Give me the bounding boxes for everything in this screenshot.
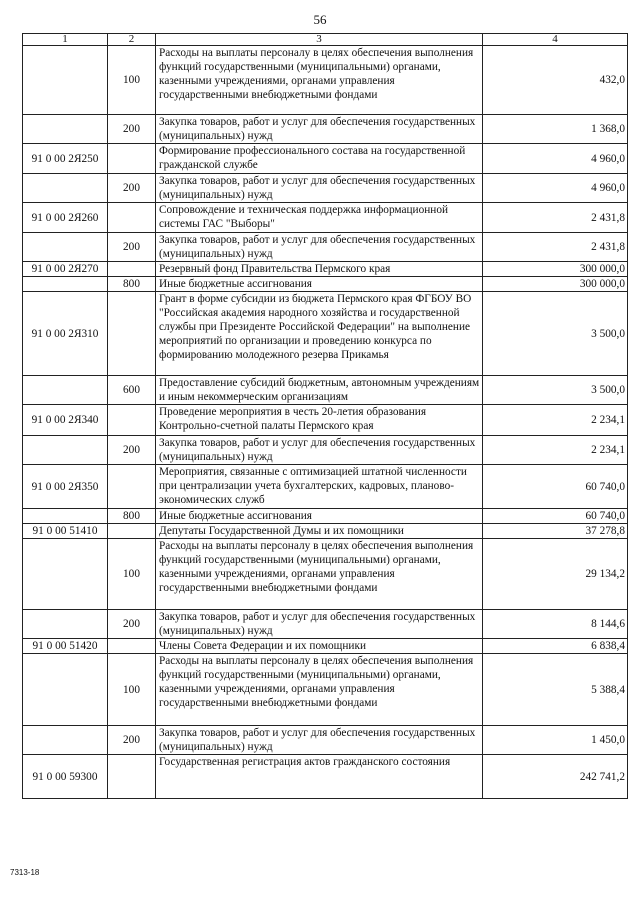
row-expense-type (108, 524, 156, 539)
row-name: Члены Совета Федерации и их помощники (156, 639, 483, 654)
table-row (23, 726, 628, 755)
row-expense-type: 200 (108, 610, 156, 639)
table-row (23, 436, 628, 465)
row-amount: 3 500,0 (483, 292, 628, 376)
row-expense-type (108, 639, 156, 654)
row-amount: 2 431,8 (483, 203, 628, 233)
table-row (23, 509, 628, 524)
table-row (23, 262, 628, 277)
table-row (23, 376, 628, 405)
row-amount: 6 838,4 (483, 639, 628, 654)
row-expense-type (108, 405, 156, 436)
table-row (23, 203, 628, 233)
row-expense-type (108, 262, 156, 277)
row-name: Закупка товаров, работ и услуг для обеспечения государственных (муниципальных) нужд (156, 115, 483, 144)
row-name: Проведение мероприятия в честь 20-летия образования Контрольно-счетной палаты Пермского края (156, 405, 483, 436)
row-name: Резервный фонд Правительства Пермского края (156, 262, 483, 277)
table-row (23, 465, 628, 509)
row-code: 91 0 00 2Я340 (23, 405, 108, 436)
row-name: Формирование профессионального состава на государственной гражданской службе (156, 144, 483, 174)
table-row (23, 405, 628, 436)
row-amount: 37 278,8 (483, 524, 628, 539)
table-row (23, 233, 628, 262)
row-expense-type (108, 203, 156, 233)
row-amount: 242 741,2 (483, 755, 628, 799)
row-name: Закупка товаров, работ и услуг для обеспечения государственных (муниципальных) нужд (156, 174, 483, 203)
row-code (23, 46, 108, 115)
row-amount: 29 134,2 (483, 539, 628, 610)
row-amount: 60 740,0 (483, 465, 628, 509)
document-code: 7313-18 (10, 868, 40, 877)
row-amount: 1 450,0 (483, 726, 628, 755)
row-name: Депутаты Государственной Думы и их помощники (156, 524, 483, 539)
row-code: 91 0 00 51420 (23, 639, 108, 654)
row-expense-type: 800 (108, 509, 156, 524)
row-name: Иные бюджетные ассигнования (156, 277, 483, 292)
table-row (23, 639, 628, 654)
row-name: Предоставление субсидий бюджетным, автономным учреждениям и иным некоммерческим организациям (156, 376, 483, 405)
row-expense-type: 100 (108, 539, 156, 610)
row-amount: 5 388,4 (483, 654, 628, 726)
row-code (23, 277, 108, 292)
row-code (23, 610, 108, 639)
row-code (23, 726, 108, 755)
row-name: Закупка товаров, работ и услуг для обеспечения государственных (муниципальных) нужд (156, 436, 483, 465)
table-row (23, 277, 628, 292)
row-expense-type (108, 292, 156, 376)
row-code: 91 0 00 2Я310 (23, 292, 108, 376)
row-code (23, 233, 108, 262)
row-code: 91 0 00 2Я250 (23, 144, 108, 174)
table-row (23, 144, 628, 174)
table-row (23, 292, 628, 376)
row-expense-type: 100 (108, 46, 156, 115)
table-row (23, 46, 628, 115)
row-expense-type: 200 (108, 436, 156, 465)
row-name: Мероприятия, связанные с оптимизацией штатной численности при централизации учета бухгалтерских, кадровых, планово-экономических служб (156, 465, 483, 509)
row-amount: 432,0 (483, 46, 628, 115)
row-amount: 8 144,6 (483, 610, 628, 639)
row-expense-type (108, 755, 156, 799)
row-expense-type: 200 (108, 115, 156, 144)
column-header-3: 3 (156, 34, 483, 46)
row-code: 91 0 00 2Я270 (23, 262, 108, 277)
row-expense-type: 200 (108, 174, 156, 203)
row-expense-type (108, 465, 156, 509)
row-name: Закупка товаров, работ и услуг для обеспечения государственных (муниципальных) нужд (156, 233, 483, 262)
row-code (23, 174, 108, 203)
row-code: 91 0 00 2Я260 (23, 203, 108, 233)
row-amount: 1 368,0 (483, 115, 628, 144)
row-expense-type: 100 (108, 654, 156, 726)
row-amount: 3 500,0 (483, 376, 628, 405)
row-code: 91 0 00 59300 (23, 755, 108, 799)
row-name: Закупка товаров, работ и услуг для обеспечения государственных (муниципальных) нужд (156, 726, 483, 755)
table-row (23, 755, 628, 799)
row-name: Закупка товаров, работ и услуг для обеспечения государственных (муниципальных) нужд (156, 610, 483, 639)
page-number: 56 (313, 12, 327, 27)
column-header-4: 4 (483, 34, 628, 46)
table-row (23, 524, 628, 539)
row-code: 91 0 00 2Я350 (23, 465, 108, 509)
row-expense-type: 800 (108, 277, 156, 292)
row-amount: 2 234,1 (483, 436, 628, 465)
row-amount: 300 000,0 (483, 262, 628, 277)
table-row (23, 610, 628, 639)
table-row (23, 115, 628, 144)
column-header-2: 2 (108, 34, 156, 46)
row-code (23, 539, 108, 610)
row-name: Государственная регистрация актов гражданского состояния (156, 755, 483, 799)
row-name: Иные бюджетные ассигнования (156, 509, 483, 524)
row-code (23, 376, 108, 405)
row-code (23, 436, 108, 465)
row-name: Грант в форме субсидии из бюджета Пермского края ФГБОУ ВО "Российская академия народного хозяйства и государственной службы при Президенте Российской Федерации" на выполнение мероприятий по организации и проведению конкурса по формированию молодежного резерва Прикамья (156, 292, 483, 376)
row-amount: 4 960,0 (483, 144, 628, 174)
row-amount: 4 960,0 (483, 174, 628, 203)
column-header-1: 1 (23, 34, 108, 46)
row-amount: 300 000,0 (483, 277, 628, 292)
table-row (23, 174, 628, 203)
row-code: 91 0 00 51410 (23, 524, 108, 539)
row-code (23, 115, 108, 144)
table-row (23, 539, 628, 610)
row-expense-type: 600 (108, 376, 156, 405)
row-name: Расходы на выплаты персоналу в целях обеспечения выполнения функций государственными (муниципальными) органами, казенными учреждениями, органами управления государственными внебюджетными фондами (156, 539, 483, 610)
row-name: Расходы на выплаты персоналу в целях обеспечения выполнения функций государственными (муниципальными) органами, казенными учреждениями, органами управления государственными внебюджетными фондами (156, 654, 483, 726)
table-header-row (23, 34, 628, 46)
row-expense-type (108, 144, 156, 174)
table-row (23, 654, 628, 726)
row-code (23, 654, 108, 726)
row-name: Сопровождение и техническая поддержка информационной системы ГАС "Выборы" (156, 203, 483, 233)
row-name: Расходы на выплаты персоналу в целях обеспечения выполнения функций государственными (муниципальными) органами, казенными учреждениями, органами управления государственными внебюджетными фондами (156, 46, 483, 115)
row-amount: 60 740,0 (483, 509, 628, 524)
budget-table (22, 33, 628, 799)
row-code (23, 509, 108, 524)
row-expense-type: 200 (108, 233, 156, 262)
row-amount: 2 431,8 (483, 233, 628, 262)
row-expense-type: 200 (108, 726, 156, 755)
row-amount: 2 234,1 (483, 405, 628, 436)
